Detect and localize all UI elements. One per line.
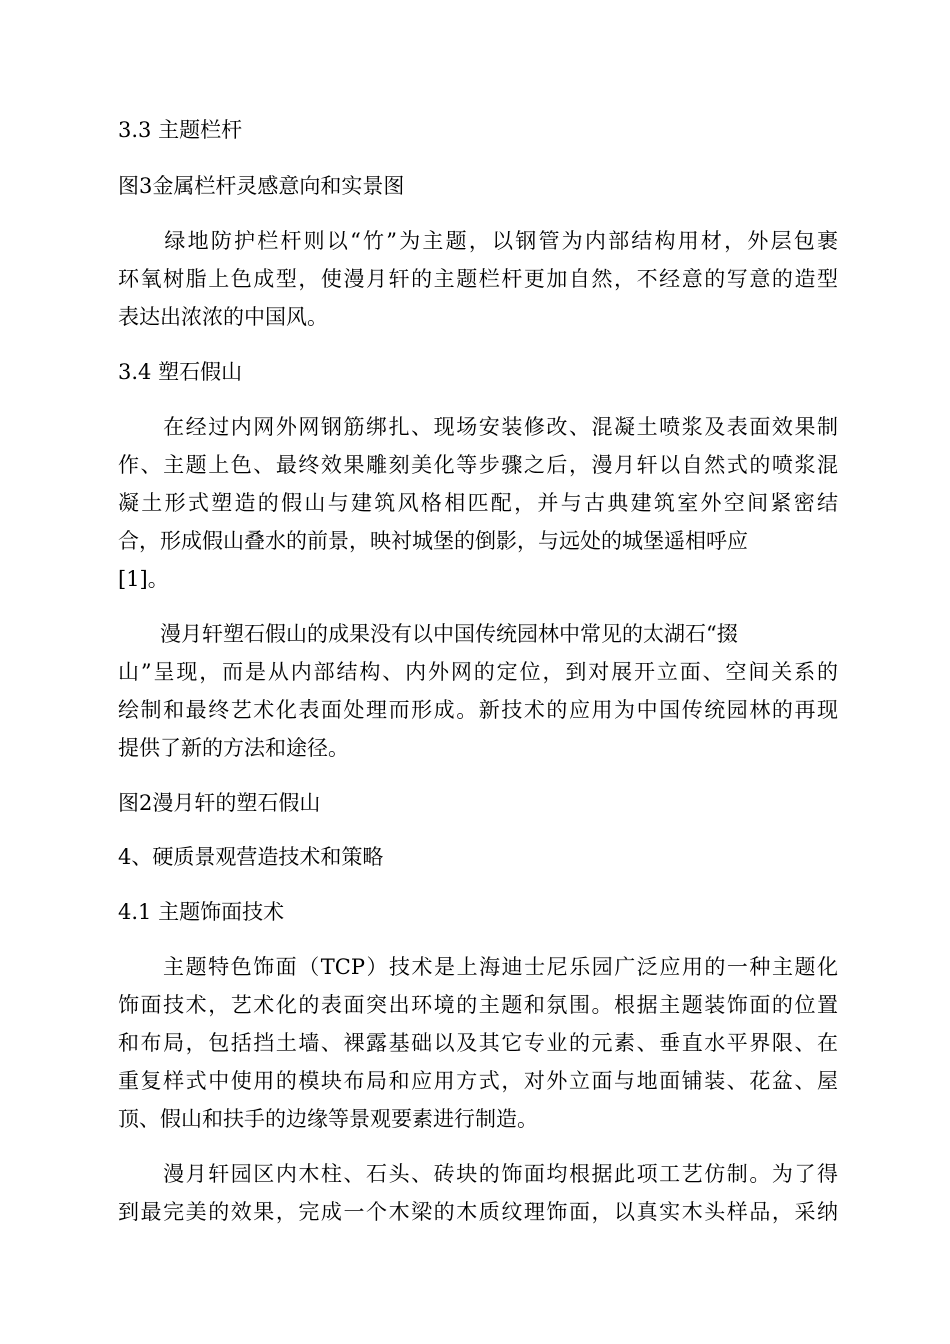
paragraph-rockery-result-line: 山”呈现，而是从内部结构、内外网的定位，到对展开立面、空间关系的 <box>118 660 838 684</box>
paragraph-rockery-line: 凝土形式塑造的假山与建筑风格相匹配，并与古典建筑室外空间紧密结 <box>118 491 838 515</box>
paragraph-tcp-line: 主题特色饰面（TCP）技术是上海迪士尼乐园广泛应用的一种主题化 <box>118 955 838 979</box>
section-heading-4-1: 4.1 主题饰面技术 <box>118 900 285 924</box>
paragraph-wood-line: 漫月轩园区内木柱、石头、砖块的饰面均根据此项工艺仿制。为了得 <box>118 1162 838 1186</box>
paragraph-tcp-line: 顶、假山和扶手的边缘等景观要素进行制造。 <box>118 1107 538 1131</box>
paragraph-rockery-line: 作、主题上色、最终效果雕刻美化等步骤之后，漫月轩以自然式的喷浆混 <box>118 453 838 477</box>
paragraph-rockery-line: [1]。 <box>118 567 169 591</box>
paragraph-tcp-line: 重复样式中使用的模块布局和应用方式，对外立面与地面铺装、花盆、屋 <box>118 1069 838 1093</box>
paragraph-rockery-line: 合，形成假山叠水的前景，映衬城堡的倒影，与远处的城堡遥相呼应 <box>118 529 748 553</box>
section-heading-3-3: 3.3 主题栏杆 <box>118 118 243 142</box>
paragraph-railing-line: 表达出浓浓的中国风。 <box>118 305 328 329</box>
figure-3-caption: 图3金属栏杆灵感意向和实景图 <box>118 174 405 198</box>
paragraph-rockery-line: 在经过内网外网钢筋绑扎、现场安装修改、混凝土喷浆及表面效果制 <box>118 415 838 439</box>
paragraph-railing-line: 绿地防护栏杆则以“竹”为主题，以钢管为内部结构用材，外层包裹 <box>118 229 838 253</box>
paragraph-tcp-line: 和布局，包括挡土墙、裸露基础以及其它专业的元素、垂直水平界限、在 <box>118 1031 838 1055</box>
paragraph-railing-line: 环氧树脂上色成型，使漫月轩的主题栏杆更加自然，不经意的写意的造型 <box>118 267 838 291</box>
section-heading-4: 4、硬质景观营造技术和策略 <box>118 845 384 869</box>
paragraph-wood-line: 到最完美的效果，完成一个木梁的木质纹理饰面，以真实木头样品，采纳 <box>118 1200 838 1224</box>
paragraph-rockery-result-line: 提供了新的方法和途径。 <box>118 736 349 760</box>
paragraph-tcp-line: 饰面技术，艺术化的表面突出环境的主题和氛围。根据主题装饰面的位置 <box>118 993 838 1017</box>
paragraph-rockery-result-line: 漫月轩塑石假山的成果没有以中国传统园林中常见的太湖石“掇 <box>118 622 738 646</box>
paragraph-rockery-result-line: 绘制和最终艺术化表面处理而形成。新技术的应用为中国传统园林的再现 <box>118 698 838 722</box>
section-heading-3-4: 3.4 塑石假山 <box>118 360 243 384</box>
figure-2-caption: 图2漫月轩的塑石假山 <box>118 791 321 815</box>
